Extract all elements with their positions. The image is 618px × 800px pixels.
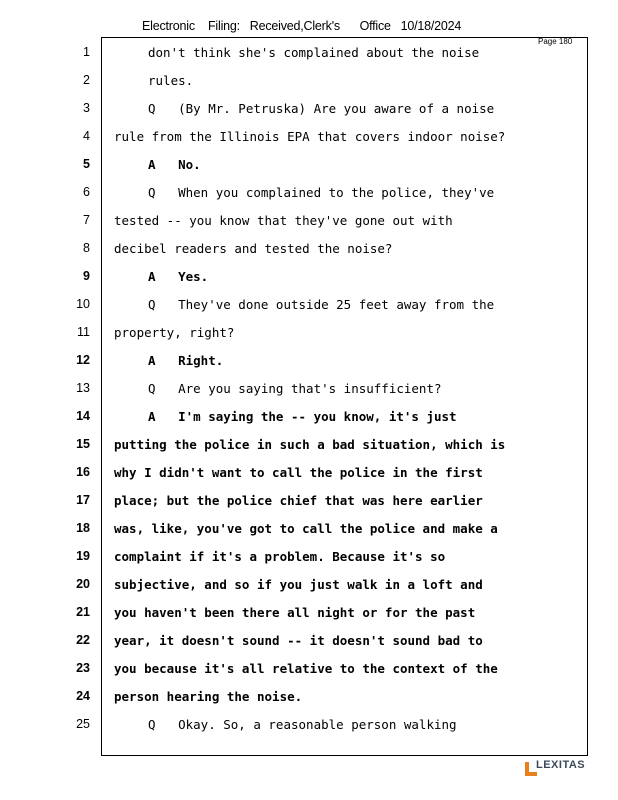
transcript-line [0,437,618,465]
line-text: was, like, you've got to call the police and make a [114,521,498,536]
line-text: Q (By Mr. Petruska) Are you aware of a noise [148,101,495,116]
line-text: Q They've done outside 25 feet away from the [148,297,495,312]
line-number: 7 [83,213,90,227]
transcript-line [0,381,618,409]
line-number: 16 [76,465,90,479]
line-number: 5 [83,157,90,171]
line-text: complaint if it's a problem. Because it's so [114,549,446,564]
line-number: 12 [76,353,90,367]
line-text: place; but the police chief that was here earlier [114,493,483,508]
line-text: putting the police in such a bad situation, which is [114,437,506,452]
transcript-line [0,409,618,437]
transcript-line [0,353,618,381]
transcript-line [0,689,618,717]
line-text: A Yes. [148,269,209,284]
line-number: 23 [76,661,90,675]
line-text: person hearing the noise. [114,689,303,704]
line-text: A No. [148,157,201,172]
line-number: 14 [76,409,90,423]
line-text: you haven't been there all night or for the past [114,605,476,620]
transcript-line [0,269,618,297]
transcript-line [0,213,618,241]
line-text: you because it's all relative to the context of the [114,661,498,676]
line-number: 15 [76,437,90,451]
line-text: decibel readers and tested the noise? [114,241,393,256]
line-number: 11 [77,325,90,339]
line-number: 10 [76,297,90,311]
transcript-line [0,297,618,325]
transcript-line [0,549,618,577]
line-number: 4 [83,129,90,143]
line-number: 18 [76,521,90,535]
line-number: 3 [83,101,90,115]
line-number: 6 [83,185,90,199]
line-number: 25 [76,717,90,731]
line-text: A I'm saying the -- you know, it's just [148,409,457,424]
line-text: A Right. [148,353,224,368]
line-text: rules. [148,73,194,88]
page-number: Page 180 [538,37,573,46]
transcript-line [0,661,618,689]
transcript-line [0,577,618,605]
line-text: Q Okay. So, a reasonable person walking [148,717,457,732]
line-text: why I didn't want to call the police in the first [114,465,483,480]
transcript-line [0,521,618,549]
transcript-line [0,129,618,157]
line-number: 2 [83,73,90,87]
transcript-line [0,157,618,185]
line-number: 22 [76,633,90,647]
line-number: 20 [76,577,90,591]
transcript-line [0,241,618,269]
line-text: tested -- you know that they've gone out with [114,213,453,228]
line-number: 17 [76,493,90,507]
transcript-line [0,185,618,213]
line-number: 24 [76,689,90,703]
line-number: 13 [76,381,90,395]
line-number: 9 [83,269,90,283]
transcript-line [0,325,618,353]
line-number: 1 [83,45,90,59]
line-text: property, right? [114,325,235,340]
transcript-line [0,717,618,745]
transcript-line [0,633,618,661]
line-number: 21 [76,605,90,619]
transcript-line [0,45,618,73]
line-text: rule from the Illinois EPA that covers indoor noise? [114,129,506,144]
transcript-line [0,605,618,633]
line-text: don't think she's complained about the noise [148,45,480,60]
lexitas-logo-text: LEXITAS [536,759,586,771]
filing-header: Electronic Filing: Received,Clerk's Office 10/18/2024 [142,19,462,33]
line-text: year, it doesn't sound -- it doesn't sound bad to [114,633,483,648]
line-text: Q Are you saying that's insufficient? [148,381,442,396]
line-number: 8 [83,241,90,255]
transcript-line [0,465,618,493]
transcript-line [0,493,618,521]
transcript-line [0,73,618,101]
line-text: Q When you complained to the police, they've [148,185,495,200]
line-number: 19 [76,549,90,563]
line-text: subjective, and so if you just walk in a loft and [114,577,483,592]
transcript-line [0,101,618,129]
